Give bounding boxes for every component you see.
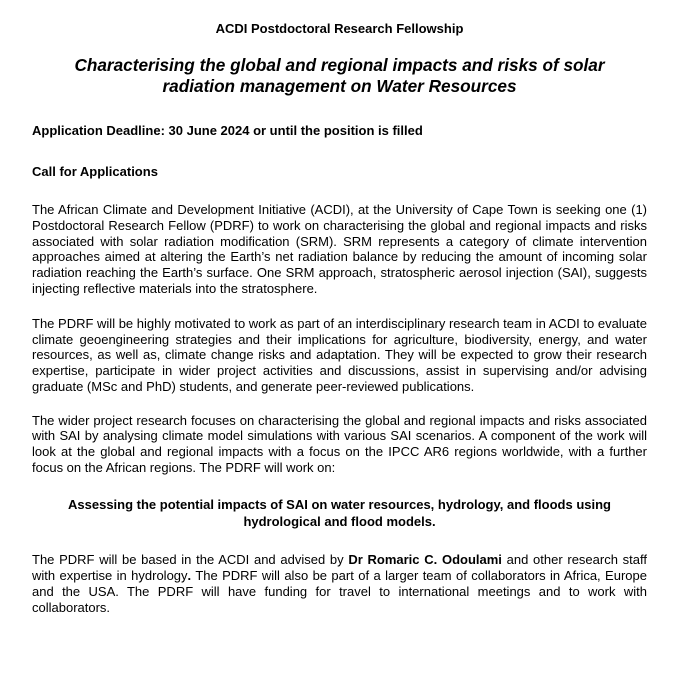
document-page [0,21,680,691]
advisor-text-before: The PDRF will be based in the ACDI and advised by [32,552,349,568]
advisor-name: Dr Romaric C. Odoulami [348,552,502,568]
paragraph-intro: The African Climate and Development Initiative (ACDI), at the University of Cape Town is seeking one (1) Postdoctoral Research Fellow (PDRF) to work on characterising the global and regional impacts and risks associated with solar radiation modification (SRM). SRM represents a category of climate intervention approaches aimed at altering the Earth’s net radiation balance by reducing the amount of incoming solar radiation reaching the Earth’s surface. One SRM approach, stratospheric aerosol injection (SAI), suggests injecting reflective materials into the stratosphere. [32,202,647,296]
paragraph-role: The PDRF will be highly motivated to work as part of an interdisciplinary research team in ACDI to evaluate climate geoengineering strategies and their implications for agriculture, biodiversity, energy, and water resources, as well as, climate change risks and adaptation. They will be expected to grow their research expertise, participate in wider project activities and discussions, assist in supervising and/or advising graduate (MSc and PhD) students, and generate peer-reviewed publications. [32,315,647,394]
document-title: Characterising the global and regional impacts and risks of solar radiation management on Water Resources [74,55,605,96]
paragraph-advisor [32,552,647,615]
application-deadline: Application Deadline: 30 June 2024 or until the position is filled [32,123,423,138]
call-for-applications-heading: Call for Applications [32,164,158,179]
advisor-text-period: . [187,567,192,583]
fellowship-header: ACDI Postdoctoral Research Fellowship [215,21,464,36]
paragraph-project: The wider project research focuses on characterising the global and regional impacts and risks associated with SAI by analysing climate model simulations with various SAI scenarios. A component of the work will look at the global and regional impacts with a focus on the IPCC AR6 regions worldwide, with a further focus on the African regions. The PDRF will work on: [32,412,647,475]
advisor-text-middle: and other research staff with expertise in hydrology [32,552,647,583]
advisor-text-after: The PDRF will also be part of a larger team of collaborators in Africa, Europe and the USA. The PDRF will have funding for travel to international meetings and to work with collaborators. [32,567,647,615]
focus-heading: Assessing the potential impacts of SAI on water resources, hydrology, and floods using hydrological and flood models. [68,497,611,530]
